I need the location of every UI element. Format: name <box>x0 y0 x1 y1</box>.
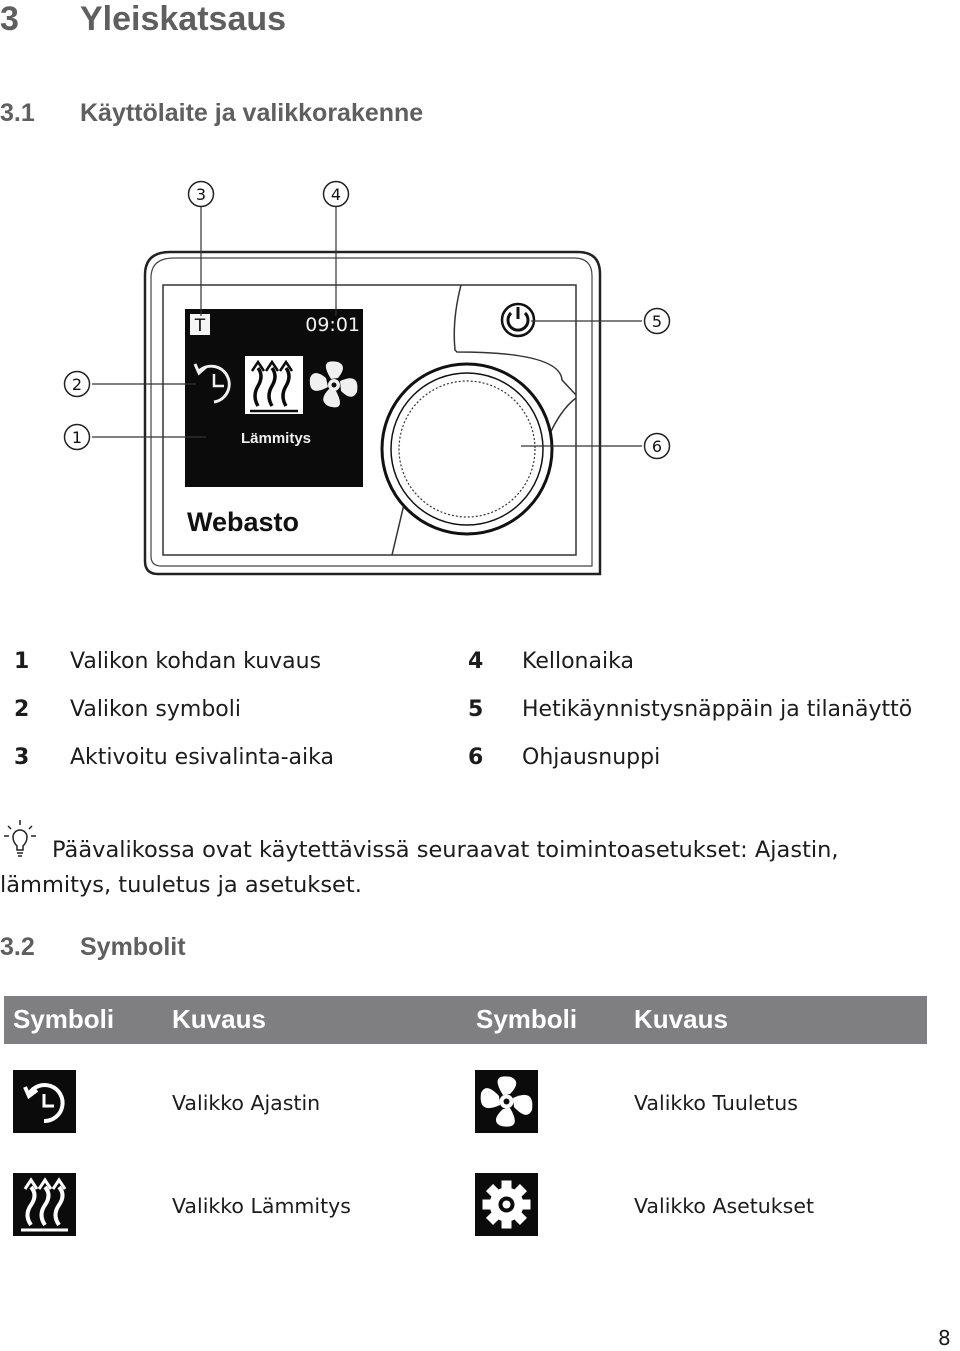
table-label-settings: Valikko Asetukset <box>634 1194 815 1218</box>
section-3-1-title: Käyttölaite ja valikkorakenne <box>80 99 424 127</box>
legend-number-6: 6 <box>468 745 484 770</box>
table-header-symbol-2: Symboli <box>476 1004 578 1034</box>
section-3-2-number: 3.2 <box>0 933 35 961</box>
table-header-symbol-1: Symboli <box>13 1004 115 1034</box>
timer-icon <box>13 1070 76 1133</box>
screen-heating-icon <box>245 356 303 414</box>
screen-menu-label: Lämmitys <box>240 430 312 447</box>
settings-gear-icon <box>475 1173 538 1236</box>
control-unit-illustration <box>0 165 700 585</box>
symbols-table-header <box>4 996 927 1044</box>
legend-text-3: Aktivoitu esivalinta-aika <box>70 745 334 770</box>
table-header-description-1: Kuvaus <box>172 1004 266 1034</box>
legend-text-2: Valikon symboli <box>70 697 241 722</box>
table-label-heating: Valikko Lämmitys <box>172 1194 351 1218</box>
screen-preset-indicator: T <box>194 316 206 336</box>
callout-4: 4 <box>330 185 342 204</box>
legend-text-5: Hetikäynnistysnäppäin ja tilanäyttö <box>522 697 913 722</box>
chapter-number: 3 <box>0 0 19 38</box>
page-number: 8 <box>938 1326 951 1350</box>
legend-text-4: Kellonaika <box>522 649 634 674</box>
table-label-fan: Valikko Tuuletus <box>634 1091 798 1115</box>
callout-5: 5 <box>651 312 663 331</box>
legend-text-1: Valikon kohdan kuvaus <box>70 649 322 674</box>
tip-note-text: Päävalikossa ovat käytettävissä seuraavat toimintoasetukset: Ajastin, lämmitys, tuuletus ja asetukset. <box>0 837 839 898</box>
callout-2: 2 <box>71 375 83 394</box>
screen-clock: 09:01 <box>305 314 360 336</box>
fan-icon <box>475 1070 538 1133</box>
webasto-logo: Webasto <box>187 507 300 537</box>
callout-3: 3 <box>195 185 207 204</box>
legend-number-1: 1 <box>14 649 30 674</box>
heating-icon <box>13 1173 76 1236</box>
table-header-description-2: Kuvaus <box>634 1004 728 1034</box>
legend-number-2: 2 <box>14 697 30 722</box>
section-3-1-number: 3.1 <box>0 99 35 127</box>
chapter-title: Yleiskatsaus <box>80 0 287 38</box>
legend-text-6: Ohjausnuppi <box>522 745 661 770</box>
callout-6: 6 <box>651 437 663 456</box>
callout-1: 1 <box>71 428 83 447</box>
legend-number-4: 4 <box>468 649 484 674</box>
legend-number-5: 5 <box>468 697 484 722</box>
control-knob <box>382 364 552 534</box>
table-label-timer: Valikko Ajastin <box>172 1091 321 1115</box>
power-button-icon <box>502 304 534 336</box>
legend-number-3: 3 <box>14 745 30 770</box>
section-3-2-title: Symbolit <box>80 933 186 961</box>
